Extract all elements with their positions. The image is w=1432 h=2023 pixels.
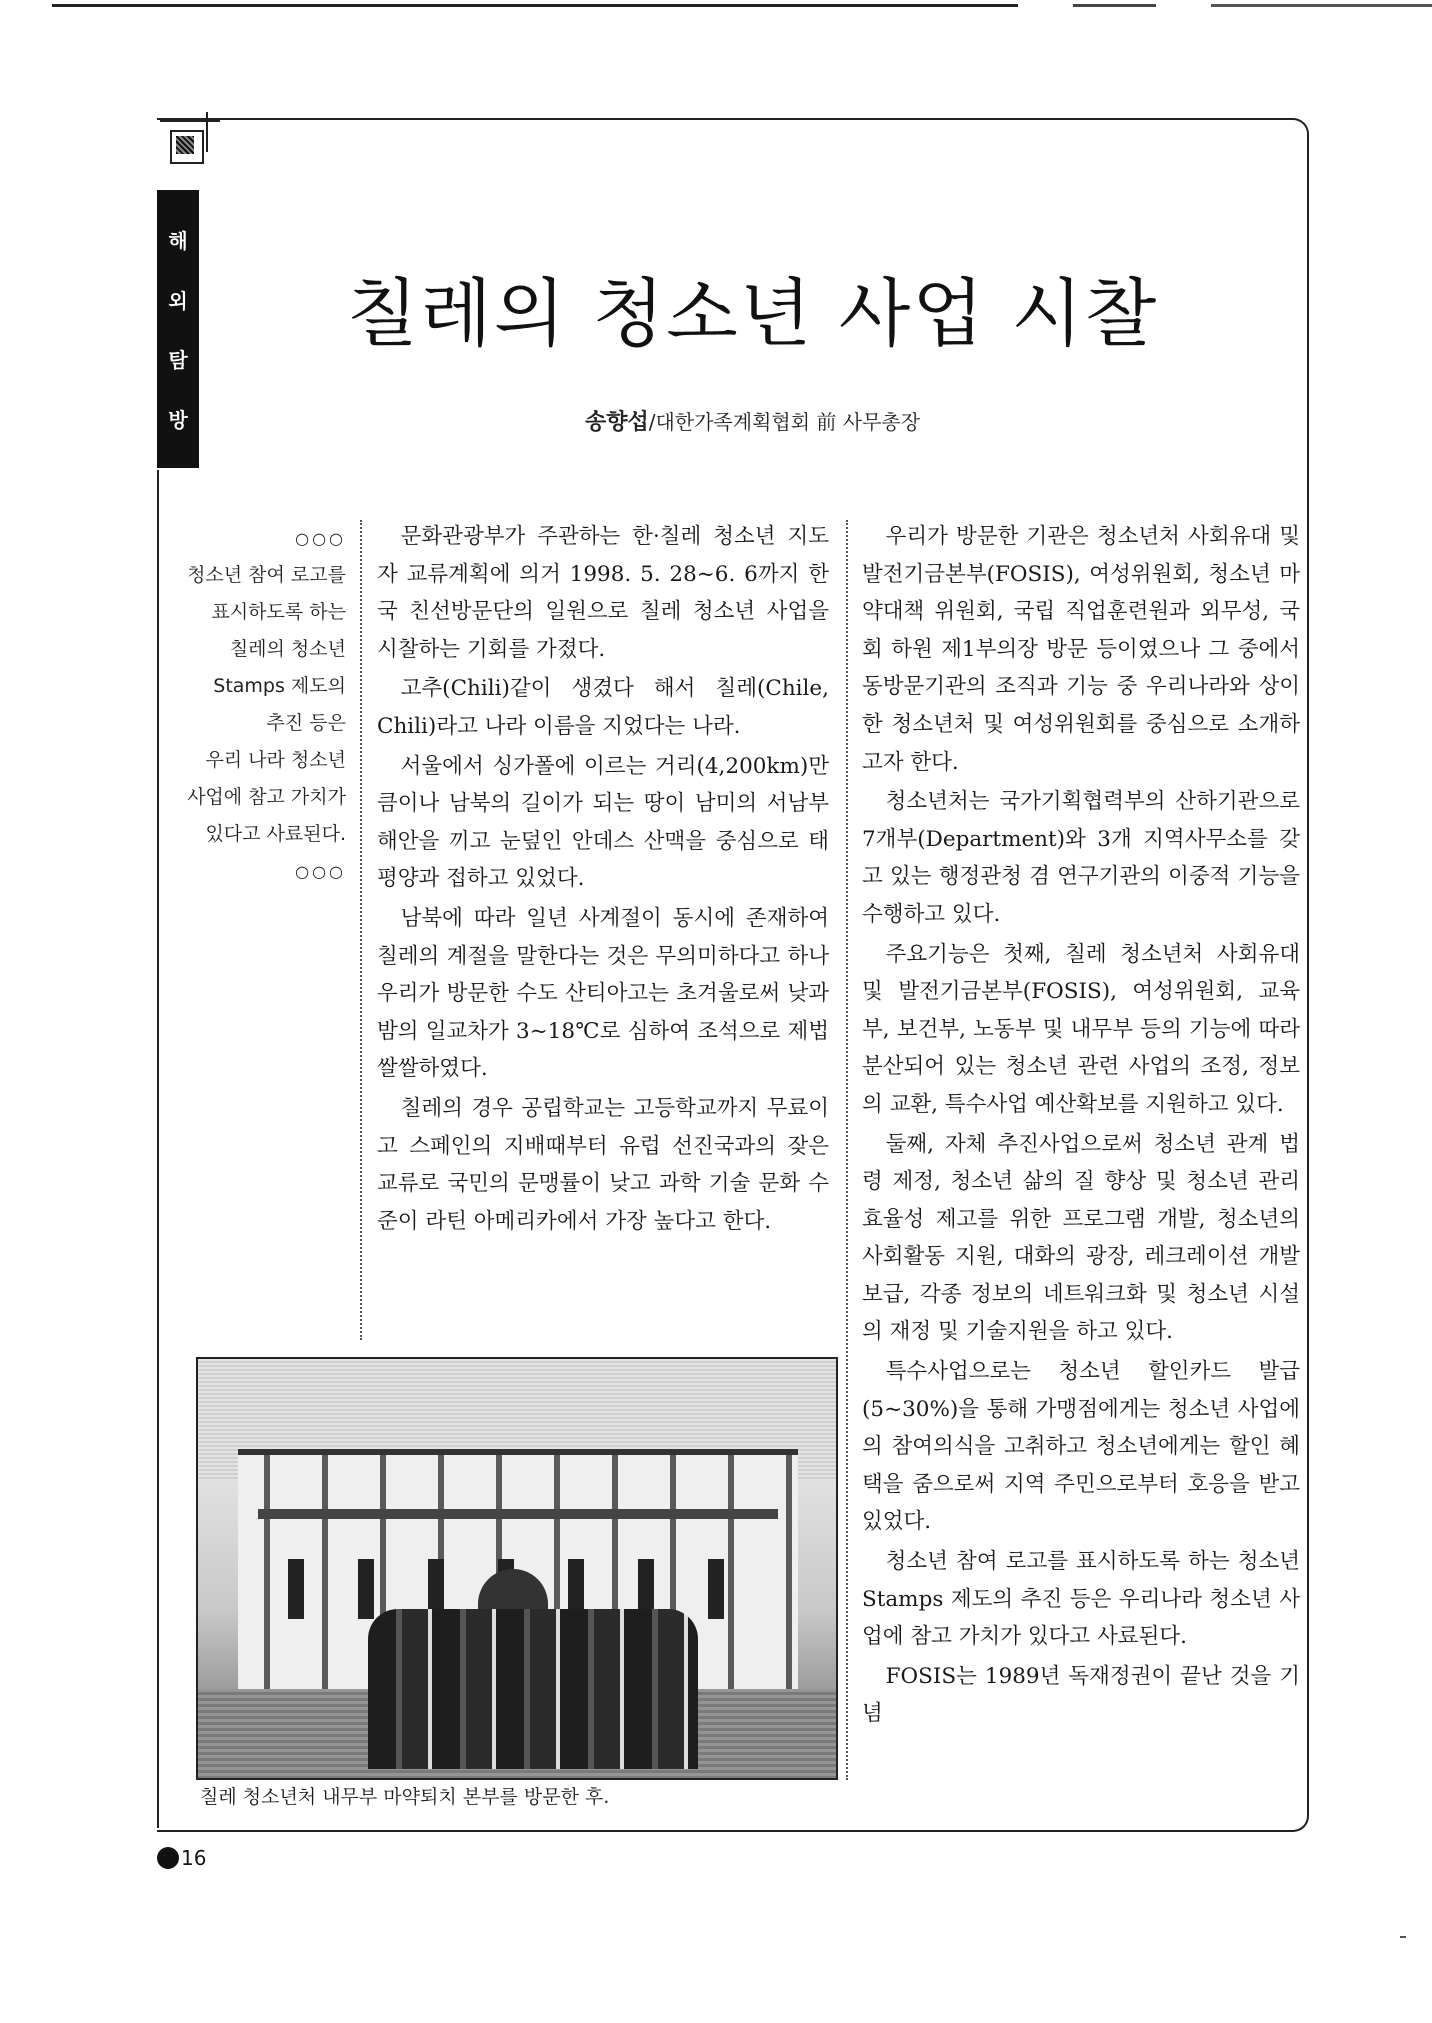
page-number-dot-icon — [157, 1847, 179, 1869]
article-column-1 — [377, 518, 829, 1242]
paragraph: 칠레의 경우 공립학교는 고등학교까지 무료이고 스페인의 지배때부터 유럽 선진국과의 잦은 교류로 국민의 문맹률이 낮고 과학 기술 문화 수준이 라틴 아메리카에서 가장 높다고 한다. — [377, 1095, 829, 1234]
author-name: 송향섭 — [584, 410, 649, 435]
column-divider — [360, 520, 362, 1340]
paragraph: 청소년 참여 로고를 표시하도록 하는 청소년 Stamps 제도의 추진 등은 우리나라 청소년 사업에 참고 가치가 있다고 사료된다. — [862, 1549, 1300, 1650]
margin-mark — [1400, 1936, 1406, 1938]
section-tab-char: 해 — [168, 229, 188, 254]
byline — [200, 405, 1305, 436]
page-number-text: 16 — [181, 1846, 207, 1870]
pull-quote-line: 사업에 참고 가치가 — [187, 786, 346, 808]
paragraph: 서울에서 싱가폴에 이르는 거리(4,200km)만큼이나 남북의 길이가 되는 땅이 남미의 서남부 해안을 끼고 눈덮인 안데스 산맥을 중심으로 태평양과 접하고 있었다. — [377, 753, 829, 892]
article-column-2 — [862, 518, 1300, 1735]
paragraph: FOSIS는 1989년 독재정권이 끝난 것을 기념 — [862, 1663, 1300, 1727]
paragraph: 남북에 따라 일년 사계절이 동시에 존재하여 칠레의 계절을 말한다는 것은 무의미하다고 하나 우리가 방문한 수도 산티아고는 초겨울로써 낮과 밤의 일교차가 3~18℃로 심하여 조석으로 제법 쌀쌀하였다. — [377, 905, 829, 1082]
paragraph: 둘째, 자체 추진사업으로써 청소년 관계 법령 제정, 청소년 삶의 질 향상 및 청소년 관리 효율성 제고를 위한 프로그램 개발, 청소년의 사회활동 지원, 대화의 광장, 레크레이션 개발 보급, 각종 정보의 네트워크화 및 청소년 시설의 재정 및 기술지원을 하고 있다. — [862, 1131, 1300, 1345]
pull-quote-ornament: ○○○ — [295, 862, 346, 881]
pull-quote-line: 칠레의 청소년 — [229, 638, 346, 660]
section-tab-char: 방 — [168, 407, 188, 432]
column-divider — [846, 520, 848, 1780]
paragraph: 청소년처는 국가기획협력부의 산하기관으로 7개부(Department)와 3개 지역사무소를 갖고 있는 행정관청 겸 연구기관의 이중적 기능을 수행하고 있다. — [862, 789, 1300, 927]
pull-quote-line: 추진 등은 — [266, 712, 346, 734]
pull-quote — [170, 520, 346, 890]
photo-people — [368, 1609, 698, 1769]
pull-quote-line: 우리 나라 청소년 — [205, 749, 346, 771]
group-photo — [196, 1357, 838, 1780]
paragraph: 문화관광부가 주관하는 한·칠레 청소년 지도자 교류계획에 의거 1998. 5. 28~6. 6까지 한국 친선방문단의 일원으로 칠레 청소년 사업을 시찰하는 기회를 가졌다. — [377, 524, 829, 662]
pull-quote-line: Stamps 제도의 — [213, 675, 346, 697]
page-number — [157, 1845, 207, 1875]
paragraph: 고추(Chili)같이 생겼다 해서 칠레(Chile, Chili)라고 나라 이름을 지었다는 나라. — [377, 676, 829, 739]
paragraph: 특수사업으로는 청소년 할인카드 발급(5~30%)을 통해 가맹점에게는 청소년 사업에의 참여의식을 고취하고 청소년에게는 할인 혜택을 줌으로써 지역 주민으로부터 호응을 받고 있었다. — [862, 1359, 1300, 1535]
author-affiliation: /대한가족계획협회 前 사무총장 — [648, 410, 921, 434]
page-frame-left — [157, 470, 159, 1828]
paragraph: 우리가 방문한 기관은 청소년처 사회유대 및 발전기금본부(FOSIS), 여성위원회, 청소년 마약대책 위원회, 국립 직업훈련원과 외무성, 국회 하원 제1부의장 방문 등이였으나 그 중에서 동방문기관의 조직과 기능 중 우리나라와 상이한 청소년처 및 여성위원회를 중심으로 소개하고자 한다. — [862, 524, 1300, 775]
pull-quote-ornament: ○○○ — [295, 529, 346, 548]
corner-ornament-icon — [160, 112, 220, 172]
article-title: 칠레의 청소년 사업 시찰 — [346, 271, 1159, 357]
section-tab-char: 외 — [168, 288, 188, 313]
pull-quote-line: 표시하도록 하는 — [211, 601, 346, 623]
pull-quote-line: 있다고 사료된다. — [205, 823, 346, 845]
section-tab-char: 탐 — [168, 348, 188, 373]
top-rule — [52, 4, 1432, 7]
pull-quote-line: 청소년 참여 로고를 — [187, 564, 346, 586]
section-tab — [157, 190, 199, 468]
paragraph: 주요기능은 첫째, 칠레 청소년처 사회유대 및 발전기금본부(FOSIS), 여성위원회, 교육부, 보건부, 노동부 및 내무부 등의 기능에 따라 분산되어 있는 청소년 관련 사업의 조정, 정보의 교환, 특수사업 예산확보를 지원하고 있다. — [862, 941, 1300, 1117]
photo-caption: 칠레 청소년처 내무부 마약퇴치 본부를 방문한 후. — [200, 1786, 610, 1808]
